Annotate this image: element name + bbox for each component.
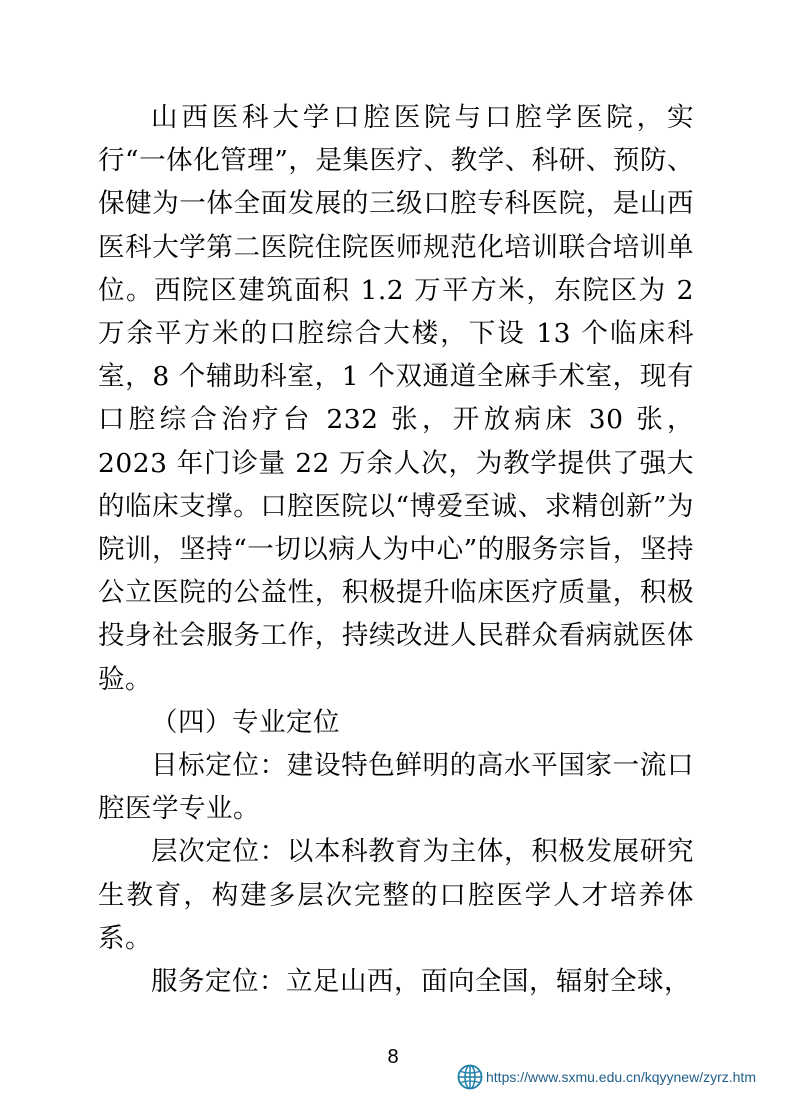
level-positioning-paragraph: 层次定位：以本科教育为主体，积极发展研究生教育，构建多层次完整的口腔医学人才培养体系。: [98, 836, 694, 954]
globe-icon: [457, 1064, 483, 1090]
document-body: [98, 96, 694, 1003]
section-heading: （四）专业定位: [151, 706, 340, 738]
intro-paragraph: 山西医科大学口腔医院与口腔学医院，实行“一体化管理”，是集医疗、教学、科研、预防、保健为一体全面发展的三级口腔专科医院，是山西医科大学第二医院住院医师规范化培训联合培训单位。西院区建筑面积 1.2 万平方米，东院区为 2 万余平方米的口腔综合大楼，下设 13 个临床科室，8 个辅助科室，1 个双通道全麻手术室，现有口腔综合治疗台 232 张，开放病床 30 张，2023 年门诊量 22 万余人次，为教学提供了强大的临床支撑。口腔医院以“博爱至诚、求精创新”为院训，坚持“一切以病人为中心”的服务宗旨，坚持公立医院的公益性，积极提升临床医疗质量，积极投身社会服务工作，持续改进人民群众看病就医体验。: [98, 102, 694, 695]
source-watermark[interactable]: [457, 1063, 756, 1091]
service-positioning-paragraph: 服务定位：立足山西，面向全国，辐射全球，: [151, 966, 691, 998]
page-number: 8: [387, 1046, 399, 1068]
watermark-url[interactable]: https://www.sxmu.edu.cn/kqyynew/zyrz.htm: [486, 1069, 756, 1085]
goal-positioning-paragraph: 目标定位：建设特色鲜明的高水平国家一流口腔医学专业。: [98, 750, 694, 825]
